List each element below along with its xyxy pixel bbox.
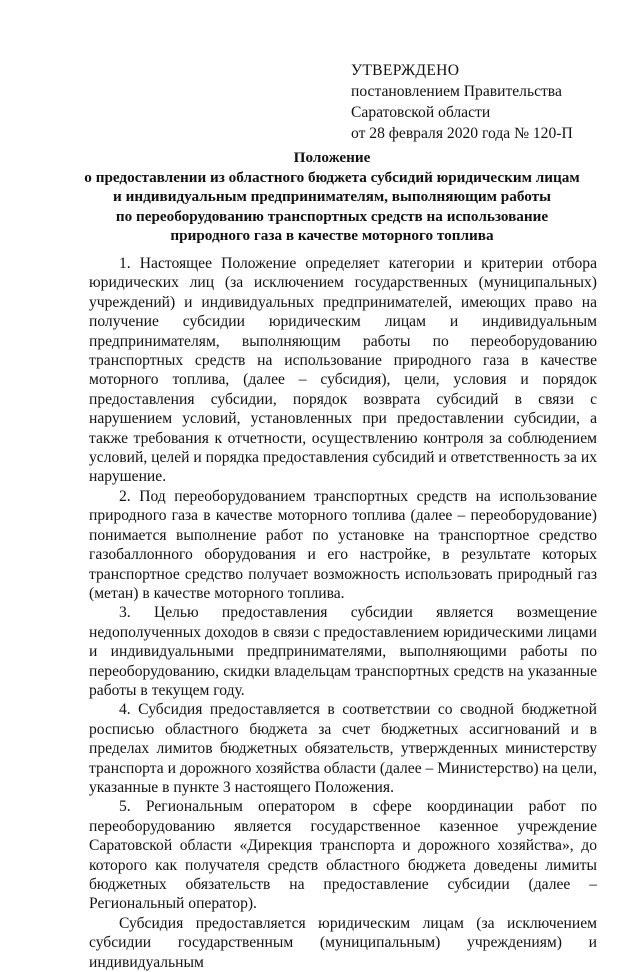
document-body	[89, 254, 597, 972]
paragraph-2: 2. Под переоборудованием транспортных средств на использование природного газа в качестве моторного топлива (далее – переоборудование) понимается выполнение работ по установке на транспортное средство газобаллонного оборудования и его настройке, в результате которых транспортное средство получает возможность использовать природный газ (метан) в качестве моторного топлива.	[89, 487, 597, 602]
title-line-4: по переоборудованию транспортных средств на использование	[115, 207, 549, 225]
title-line-2: о предоставлении из областного бюджета субсидий юридическим лицам	[84, 168, 580, 186]
paragraph-4: 4. Субсидия предоставляется в соответствии со сводной бюджетной росписью областного бюджета за счет бюджетных ассигнований и в пределах лимитов бюджетных обязательств, утвержденных министерству транспорта и дорожного хозяйства области (далее – Министерство) на цели, указанные в пункте 3 настоящего Положения.	[89, 701, 597, 796]
title-line-3: и индивидуальным предпринимателям, выполняющим работы	[113, 188, 551, 205]
approval-heading: УТВЕРЖДЕНО	[351, 62, 460, 79]
document-title	[60, 148, 604, 246]
paragraph-5: 5. Региональным оператором в сфере координации работ по переоборудованию является государственное казенное учреждение Саратовской области «Дирекция транспорта и дорожного хозяйства», до которого как получателя средств областного бюджета доведены лимиты бюджетных обязательств на предоставление субсидии (далее – Региональный оператор).	[89, 798, 597, 913]
approval-line-3: от 28 февраля 2020 года № 120-П	[351, 125, 573, 142]
approval-stamp	[351, 60, 621, 144]
approval-line-1: постановлением Правительства	[351, 83, 562, 100]
title-line-1: Положение	[293, 149, 371, 166]
paragraph-1: 1. Настоящее Положение определяет категории и критерии отбора юридических лиц (за исключением государственных (муниципальных) учреждений) и индивидуальных предпринимателей, имеющих право на получение субсидии юридическим лицам и индивидуальным предпринимателям, выполняющим работы по переоборудованию транспортных средств на использование природного газа в качестве моторного топлива, (далее – субсидия), цели, условия и порядок предоставления субсидии, порядок возврата субсидий в связи с нарушением условий, установленных при предоставлении субсидии, а также требования к отчетности, осуществлению контроля за соблюдением условий, целей и порядка предоставления субсидий и ответственность за их нарушение.	[89, 255, 597, 486]
paragraph-6: Субсидия предоставляется юридическим лицам (за исключением субсидии государственным (муниципальным) учреждениям) и индивидуальным	[89, 914, 597, 971]
approval-line-2: Саратовской области	[351, 104, 491, 121]
title-line-5: природного газа в качестве моторного топлива	[170, 227, 494, 244]
paragraph-3: 3. Целью предоставления субсидии является возмещение недополученных доходов в связи с предоставлением юридическими лицами и индивидуальными предпринимателями, выполняющими работы по переоборудованию, скидки владельцам транспортных средств на указанные работы в текущем году.	[89, 604, 597, 699]
